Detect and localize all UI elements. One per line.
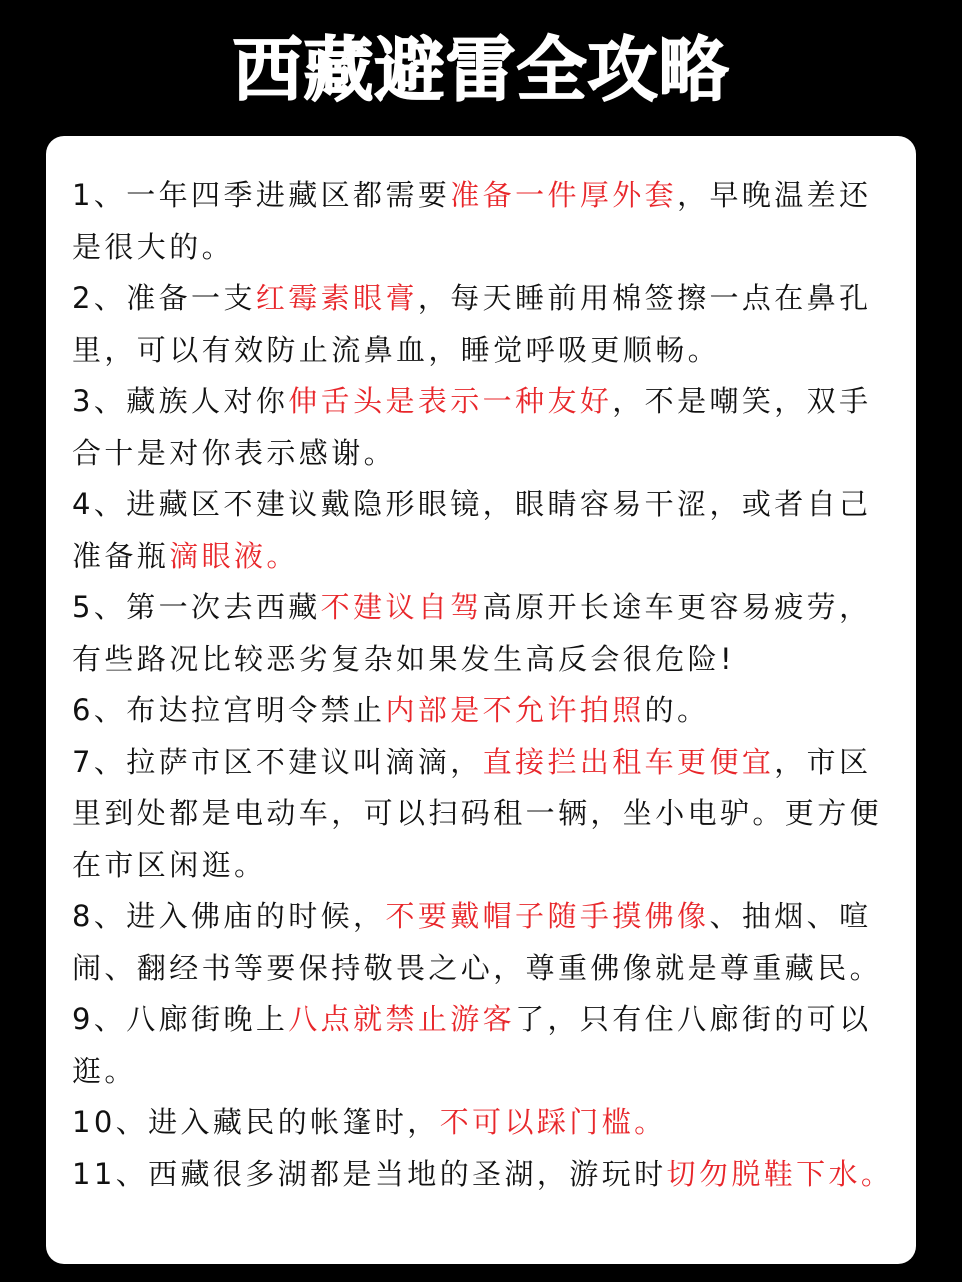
tip-item — [72, 1097, 894, 1149]
tip-highlight: 不可以踩门槛。 — [439, 1105, 667, 1139]
tip-item — [72, 479, 894, 582]
tip-text: 6、布达拉宫明令禁止 — [72, 693, 386, 727]
tip-text: ，早晚温差还是很大的。 — [72, 178, 872, 264]
tip-item — [72, 685, 894, 737]
tip-text: 1、一年四季进藏区都需要 — [72, 178, 451, 212]
tip-text: ，每天睡前用棉签擦一点在鼻孔里，可以有效防止流鼻血，睡觉呼吸更顺畅。 — [72, 281, 872, 367]
tip-text: 的。 — [644, 693, 710, 727]
tip-highlight: 内部是不允许拍照 — [385, 693, 645, 727]
tip-highlight: 红霉素眼膏 — [255, 281, 418, 315]
tip-text: ，不是嘲笑，双手合十是对你表示感谢。 — [72, 384, 872, 470]
tip-text: 9、八廊街晚上 — [72, 1002, 289, 1036]
tip-item — [72, 994, 894, 1097]
tip-text: 5、第一次去西藏 — [72, 590, 321, 624]
tip-item — [72, 582, 894, 685]
tip-highlight: 准备一件厚外套 — [450, 178, 678, 212]
tip-text: 高原开长途车更容易疲劳，有些路况比较恶劣复杂如果发生高反会很危险! — [72, 590, 872, 676]
tip-item — [72, 170, 894, 273]
tip-item — [72, 273, 894, 376]
tip-text: 4、进藏区不建议戴隐形眼镜，眼睛容易干涩，或者自己准备瓶 — [72, 487, 872, 573]
tip-highlight: 切勿脱鞋下水。 — [666, 1156, 894, 1191]
tip-item — [72, 891, 894, 994]
tip-text: 8、进入佛庙的时候， — [72, 899, 386, 933]
tip-highlight: 伸舌头是表示一种友好 — [288, 384, 613, 418]
tip-text: 、抽烟、喧闹、翻经书等要保持敬畏之心，尊重佛像就是尊重藏民。 — [72, 899, 883, 985]
tip-highlight: 直接拦出租车更便宜 — [482, 744, 775, 779]
tip-text: 11、西藏很多湖都是当地的圣湖，游玩时 — [72, 1156, 667, 1191]
tip-highlight: 滴眼液。 — [169, 538, 299, 573]
tip-text: 7、拉萨市区不建议叫滴滴， — [72, 744, 483, 779]
tip-text: 了，只有住八廊街的可以逛。 — [72, 1002, 872, 1088]
tips-card — [46, 136, 916, 1264]
tip-text: ，市区里到处都是电动车，可以扫码租一辆，坐小电驴。更方便在市区闲逛。 — [72, 744, 883, 882]
tip-text: 3、藏族人对你 — [72, 384, 289, 418]
tip-text: 2、准备一支 — [72, 281, 256, 315]
page-title: 西藏避雷全攻略 — [232, 29, 730, 111]
tip-item — [72, 737, 894, 892]
tip-item — [72, 376, 894, 479]
tip-highlight: 不要戴帽子随手摸佛像 — [385, 899, 710, 933]
tip-highlight: 不建议自驾 — [320, 590, 483, 624]
tip-item — [72, 1149, 894, 1201]
tip-text: 10、进入藏民的帐篷时， — [72, 1105, 440, 1139]
tip-highlight: 八点就禁止游客 — [288, 1002, 516, 1036]
